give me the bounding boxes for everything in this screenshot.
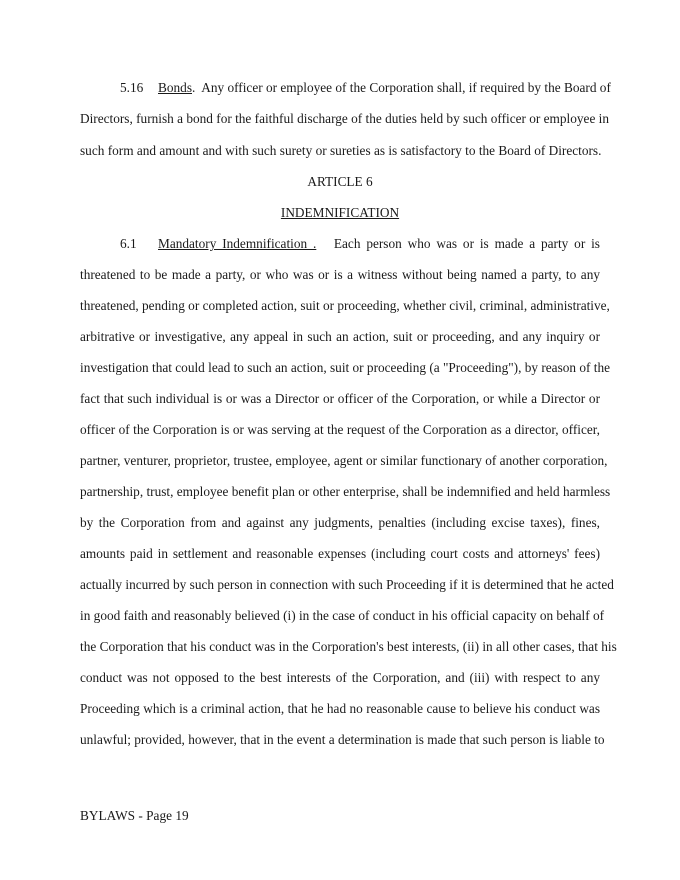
article-title: ARTICLE 6: [307, 174, 373, 189]
paragraph-line: Proceeding which is a criminal action, that he had no reasonable cause to believe his conduct was: [80, 701, 600, 716]
section-number: 5.16: [120, 80, 144, 95]
section-heading: Mandatory Indemnification .: [158, 236, 317, 251]
paragraph-line: the Corporation that his conduct was in the Corporation's best interests, (ii) in all other cases, that his: [80, 639, 617, 654]
paragraph-line: Any officer or employee of the Corporation shall, if required by the Board of: [201, 80, 611, 95]
paragraph-line: investigation that could lead to such an action, suit or proceeding (a "Proceeding"), by reason of the: [80, 360, 611, 375]
paragraph-line: partner, venturer, proprietor, trustee, employee, agent or similar functionary of another corporation,: [80, 453, 608, 468]
paragraph-line: in good faith and reasonably believed (i) in the case of conduct in his official capacity on behalf of: [80, 608, 605, 623]
paragraph-line: Directors, furnish a bond for the faithful discharge of the duties held by such officer or employee in: [80, 111, 610, 126]
paragraph-line: unlawful; provided, however, that in the event a determination is made that such person is liable to: [80, 732, 605, 747]
paragraph-line: threatened to be made a party, or who was or is a witness without being named a party, to any: [80, 267, 600, 282]
page-footer: BYLAWS - Page 19: [80, 808, 189, 823]
paragraph-line: by the Corporation from and against any judgments, penalties (including excise taxes), fines,: [80, 515, 600, 530]
paragraph-line: such form and amount and with such surety or sureties as is satisfactory to the Board of Directors.: [80, 143, 602, 158]
paragraph-line: amounts paid in settlement and reasonable expenses (including court costs and attorneys' fees): [80, 546, 600, 561]
paragraph-line: actually incurred by such person in connection with such Proceeding if it is determined that he acted: [80, 577, 614, 592]
paragraph-line: Each person who was or is made a party or is: [333, 236, 600, 251]
section-heading: Bonds: [158, 80, 192, 95]
article-heading-wrap: [80, 204, 600, 222]
section-5-16-first-line: 5.16 Bonds. Any officer or employee of the Corporation shall, if required by the Board of: [120, 80, 611, 95]
paragraph-line: fact that such individual is or was a Director or officer of the Corporation, or while a Director or: [80, 391, 600, 406]
paragraph-line: conduct was not opposed to the best interests of the Corporation, and (iii) with respect to any: [80, 670, 600, 685]
paragraph-line: partnership, trust, employee benefit plan or other enterprise, shall be indemnified and held harmless: [80, 484, 611, 499]
section-number: 6.1: [120, 236, 137, 251]
article-heading: INDEMNIFICATION: [280, 205, 400, 220]
paragraph-line: threatened, pending or completed action, suit or proceeding, whether civil, criminal, administrative,: [80, 298, 610, 313]
paragraph-line: officer of the Corporation is or was serving at the request of the Corporation as a director, officer,: [80, 422, 600, 437]
paragraph-line: arbitrative or investigative, any appeal in such an action, suit or proceeding, and any inquiry or: [80, 329, 600, 344]
section-6-1-first-line: [80, 235, 600, 253]
